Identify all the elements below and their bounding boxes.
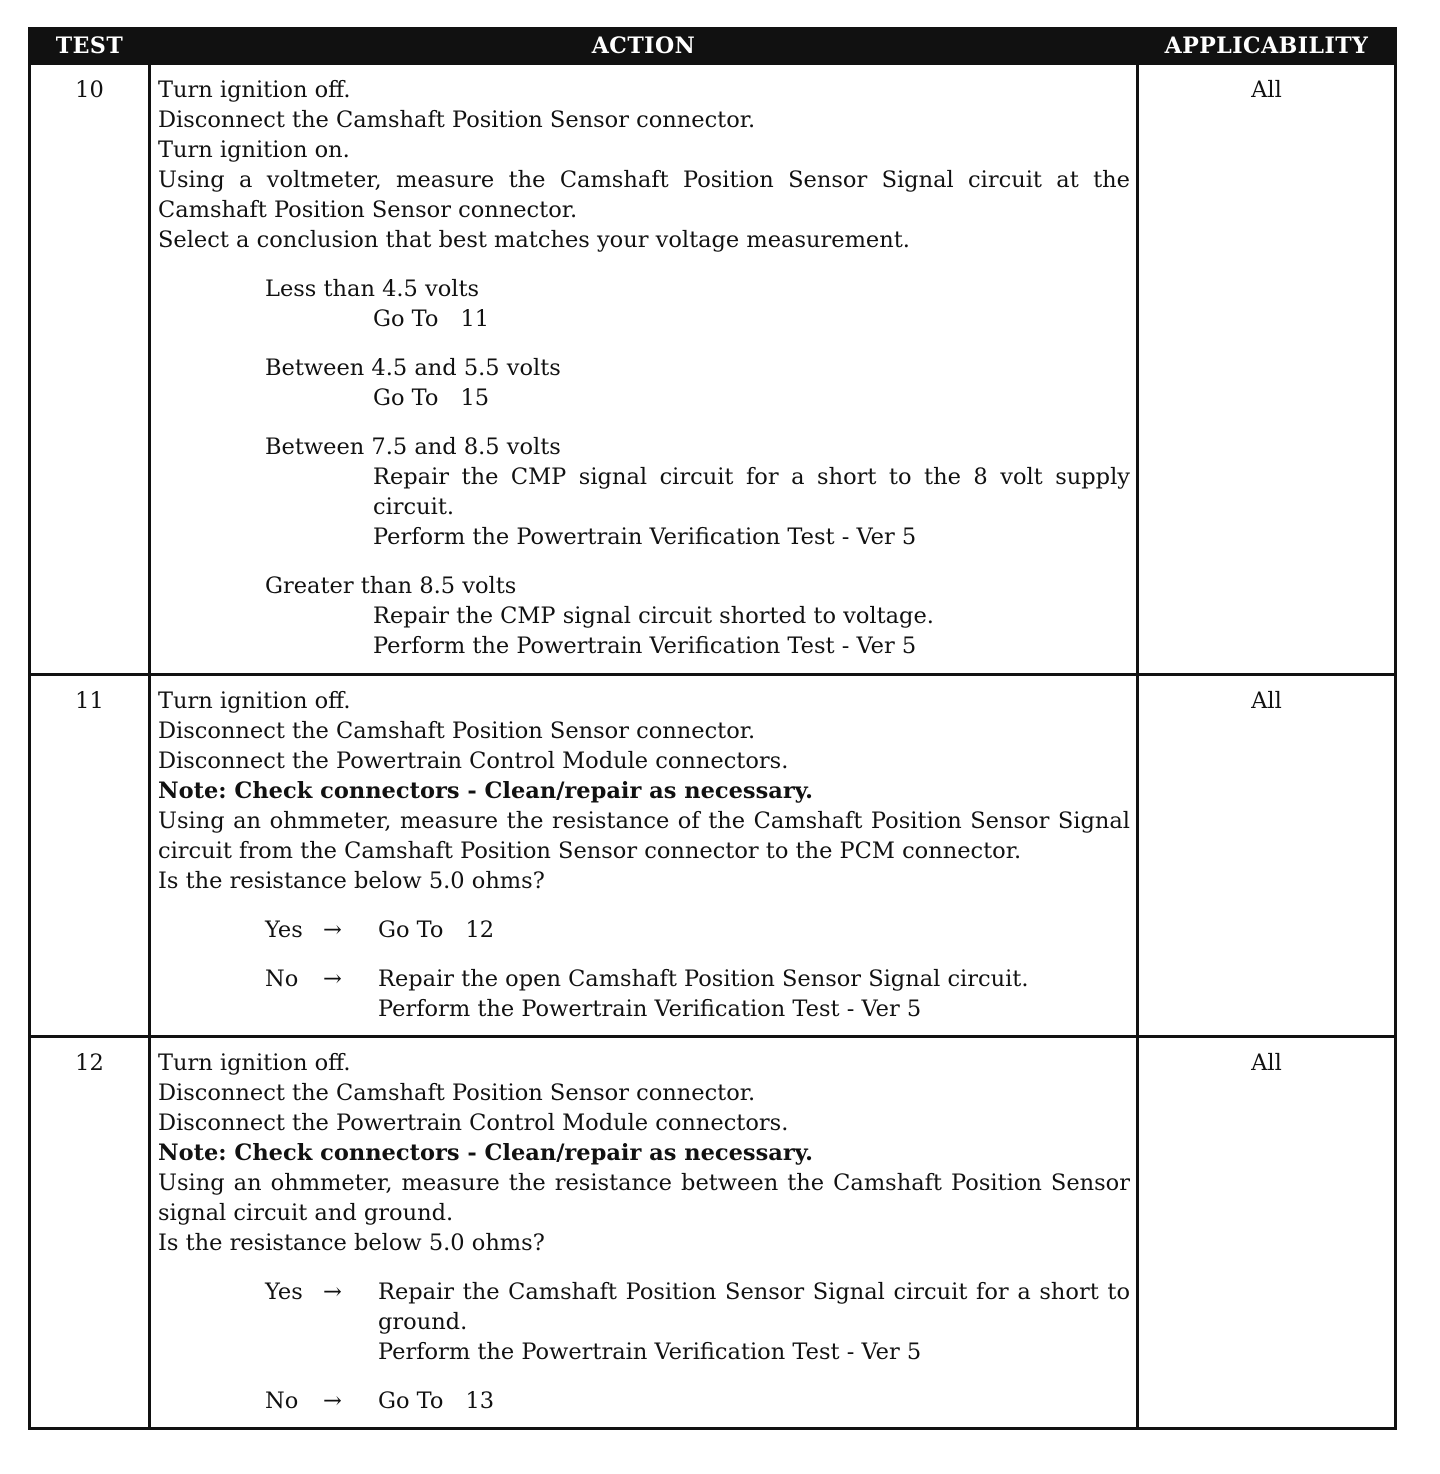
- verification-instruction: Perform the Powertrain Verification Test - Ver 5: [373, 524, 917, 550]
- goto-number: 15: [460, 385, 490, 411]
- action-cell: [150, 675, 1138, 1037]
- step: Using an ohmmeter, measure the resistance of the Camshaft Position Sensor Signal circuit from the Camshaft Position Sensor connector to the PCM connector.: [158, 808, 1130, 864]
- goto-number: 11: [460, 306, 490, 332]
- branch-result: [378, 964, 1130, 1024]
- diagnostic-test-table: [28, 27, 1397, 1430]
- repair-instruction: Repair the Camshaft Position Sensor Signal circuit for a short to ground.: [378, 1279, 1130, 1335]
- goto-label: Go To: [378, 1388, 444, 1414]
- step: Disconnect the Camshaft Position Sensor connector.: [158, 1080, 756, 1106]
- condition: Less than 4.5 volts: [265, 276, 480, 302]
- note: Note: Check connectors - Clean/repair as necessary.: [158, 1140, 813, 1166]
- conclusion-item: [265, 274, 1130, 334]
- header-test: TEST: [30, 29, 150, 64]
- conclusion-item: [265, 432, 1130, 552]
- step: Turn ignition off.: [158, 1050, 351, 1076]
- step: Select a conclusion that best matches your voltage measurement.: [158, 227, 910, 253]
- step: Is the resistance below 5.0 ohms?: [158, 868, 545, 894]
- test-number: 11: [30, 675, 150, 1037]
- conclusion-item: [265, 353, 1130, 413]
- goto-step[interactable]: [378, 915, 1130, 945]
- table-row-test-10: [30, 64, 1396, 675]
- step: Turn ignition off.: [158, 77, 351, 103]
- header-applicability: APPLICABILITY: [1138, 29, 1396, 64]
- answer-yes: Yes: [265, 917, 303, 943]
- verification-instruction: Perform the Powertrain Verification Test - Ver 5: [373, 633, 917, 659]
- answer-no: No: [265, 966, 299, 992]
- table-row-test-12: [30, 1037, 1396, 1429]
- yes-branch: [265, 915, 1130, 945]
- action-cell: [150, 1037, 1138, 1429]
- step: Turn ignition on.: [158, 137, 350, 163]
- goto-label: Go To: [373, 385, 439, 411]
- yes-branch: [265, 1277, 1130, 1367]
- action-cell: [150, 64, 1138, 675]
- goto-number: 12: [465, 917, 495, 943]
- branch-result: [378, 1277, 1130, 1367]
- step: Is the resistance below 5.0 ohms?: [158, 1230, 545, 1256]
- applicability-cell: All: [1138, 1037, 1396, 1429]
- header-action: ACTION: [150, 29, 1138, 64]
- diagnostic-table-page: [28, 27, 1394, 1430]
- goto-step[interactable]: [265, 383, 1130, 413]
- step: Disconnect the Camshaft Position Sensor connector.: [158, 107, 756, 133]
- repair-instruction: Repair the open Camshaft Position Sensor Signal circuit.: [378, 966, 1029, 992]
- repair-instruction: Repair the CMP signal circuit shorted to voltage.: [373, 603, 934, 629]
- table-header: [30, 29, 1396, 64]
- arrow-right-icon: →: [323, 1388, 342, 1414]
- condition: Between 4.5 and 5.5 volts: [265, 355, 561, 381]
- verification-instruction: Perform the Powertrain Verification Test - Ver 5: [378, 1339, 922, 1365]
- no-branch: [265, 964, 1130, 1024]
- no-branch: [265, 1386, 1130, 1416]
- goto-step[interactable]: [378, 1386, 1130, 1416]
- table-row-test-11: [30, 675, 1396, 1037]
- verification-instruction: Perform the Powertrain Verification Test - Ver 5: [378, 996, 922, 1022]
- step: Disconnect the Powertrain Control Module connectors.: [158, 1110, 789, 1136]
- conclusion-list: [158, 1277, 1130, 1416]
- goto-label: Go To: [378, 917, 444, 943]
- goto-step[interactable]: [265, 304, 1130, 334]
- arrow-right-icon: →: [323, 966, 342, 992]
- applicability-cell: All: [1138, 64, 1396, 675]
- condition: Between 7.5 and 8.5 volts: [265, 434, 561, 460]
- arrow-right-icon: →: [323, 1279, 342, 1305]
- answer-no: No: [265, 1388, 299, 1414]
- note: Note: Check connectors - Clean/repair as necessary.: [158, 778, 813, 804]
- step: Using an ohmmeter, measure the resistance between the Camshaft Position Sensor signal circuit and ground.: [158, 1170, 1130, 1226]
- repair-instruction: Repair the CMP signal circuit for a short to the 8 volt supply circuit.: [373, 464, 1130, 520]
- conclusion-list: [158, 274, 1130, 661]
- step: Disconnect the Powertrain Control Module connectors.: [158, 748, 789, 774]
- conclusion-item: [265, 571, 1130, 661]
- goto-number: 13: [465, 1388, 495, 1414]
- applicability-cell: All: [1138, 675, 1396, 1037]
- arrow-right-icon: →: [323, 917, 342, 943]
- step: Turn ignition off.: [158, 688, 351, 714]
- condition: Greater than 8.5 volts: [265, 573, 517, 599]
- answer-yes: Yes: [265, 1279, 303, 1305]
- step: Using a voltmeter, measure the Camshaft Position Sensor Signal circuit at the Camshaft Position Sensor connector.: [158, 167, 1130, 223]
- test-number: 10: [30, 64, 150, 675]
- test-number: 12: [30, 1037, 150, 1429]
- conclusion-list: [158, 915, 1130, 1024]
- step: Disconnect the Camshaft Position Sensor connector.: [158, 718, 756, 744]
- goto-label: Go To: [373, 306, 439, 332]
